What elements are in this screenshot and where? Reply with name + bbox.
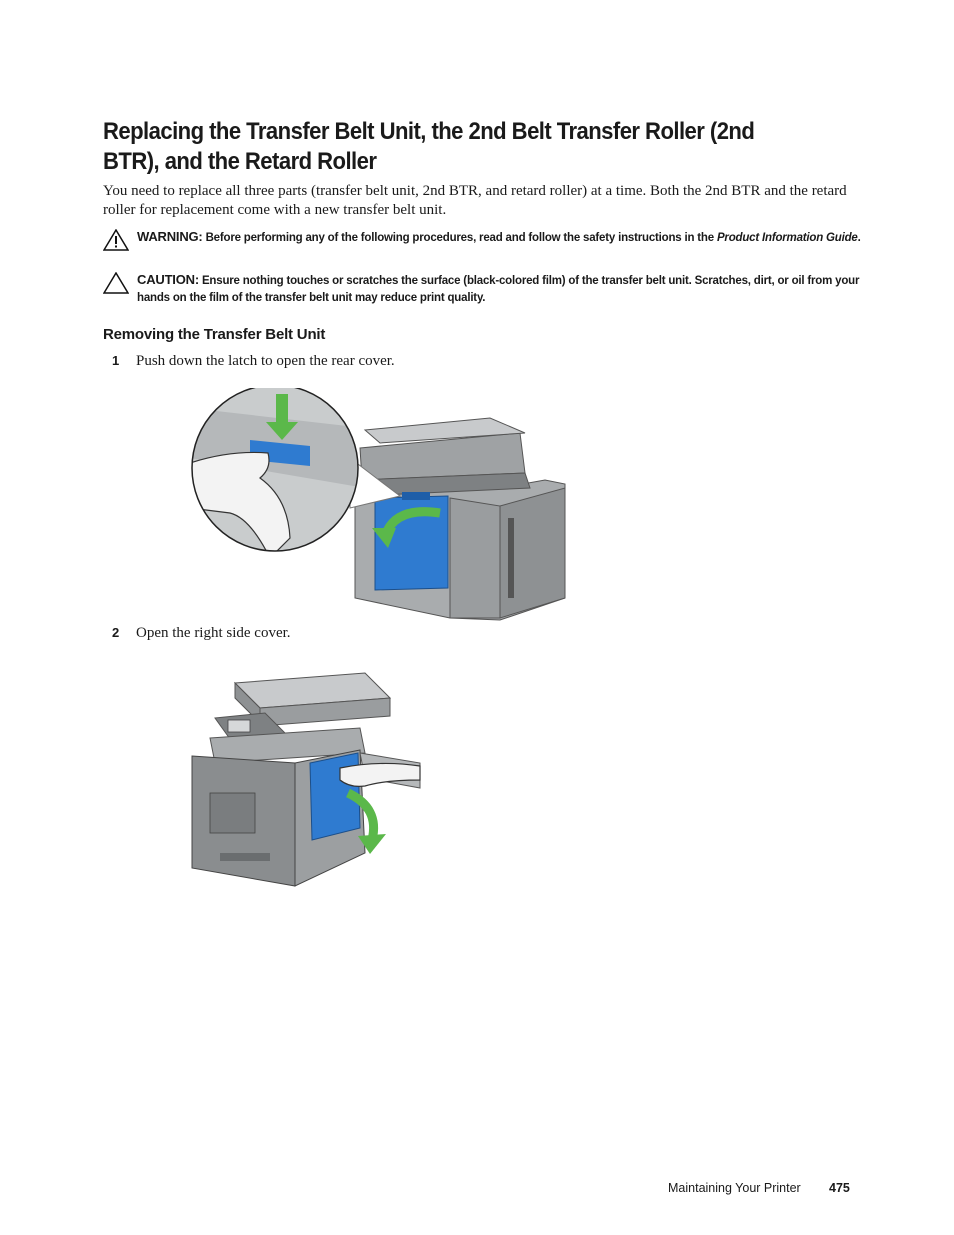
step-text: Push down the latch to open the rear cover. xyxy=(136,353,395,369)
step-text: Open the right side cover. xyxy=(136,625,291,641)
footer-chapter: Maintaining Your Printer xyxy=(668,1181,801,1195)
caution-icon xyxy=(103,272,129,294)
step-2 xyxy=(112,625,291,642)
rear-cover-illustration xyxy=(190,388,570,624)
printer-front-view xyxy=(192,673,420,886)
page-number: 475 xyxy=(829,1181,850,1195)
page-title: Replacing the Transfer Belt Unit, the 2nd Belt Transfer Roller (2nd BTR), and the Retard Roller xyxy=(103,118,755,175)
warning-icon xyxy=(103,229,129,251)
printer-rear-view xyxy=(355,418,565,620)
product-guide-reference: Product Information Guide xyxy=(716,232,858,244)
caution-notice xyxy=(103,272,863,306)
intro-paragraph: You need to replace all three parts (transfer belt unit, 2nd BTR, and retard roller) at a time. Both the 2nd BTR and the retard roller for replacement come with a new transfer belt unit. xyxy=(103,183,847,218)
section-heading: Removing the Transfer Belt Unit xyxy=(103,326,326,343)
step-number: 1 xyxy=(112,353,120,368)
step-1 xyxy=(112,353,395,370)
right-side-cover-illustration xyxy=(190,668,425,890)
caution-label: CAUTION: xyxy=(137,272,199,287)
warning-label: WARNING: xyxy=(137,229,203,244)
step-number: 2 xyxy=(112,625,120,640)
warning-text: WARNING: Before performing any of the following procedures, read and follow the safety instructions in the Product Information Guide. xyxy=(137,229,861,244)
caution-text: CAUTION: Ensure nothing touches or scratches the surface (black-colored film) of the transfer belt unit. Scratches, dirt, or oil from your hands on the film of the transfer belt unit may reduce print quality. xyxy=(137,272,860,304)
warning-notice xyxy=(103,229,863,247)
